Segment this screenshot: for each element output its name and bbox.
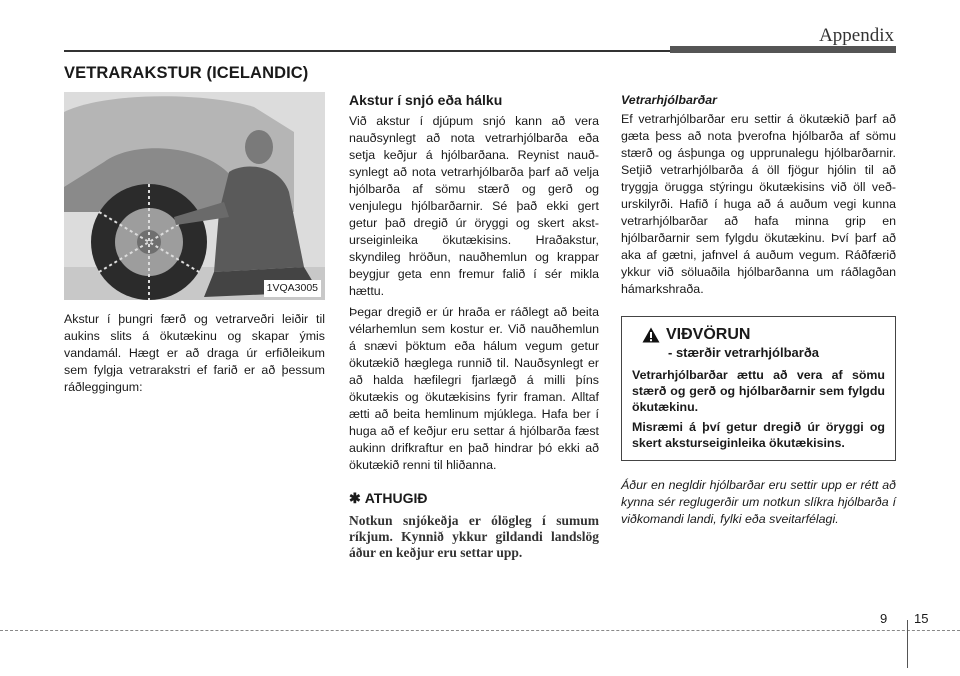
note-text: Notkun snjókeðja er ólögleg í sumum ríkjum. Kynnið ykkur gildandi landslög áður en keðjur eru settar upp. [349,513,599,560]
warning-box [621,316,896,461]
note-title-text: ATHUGIÐ [364,490,428,506]
column-2 [349,92,599,561]
studded-tires-footnote: Áður en negldir hjólbarðar eru settir upp er rétt að kynna sér reglugerðir um notkun slíkra hjólbarða í viðkomandi landi, fylki eða sveitarfélagi. [621,478,896,526]
snow-ice-heading: Akstur í snjó eða hálku [349,92,503,108]
warning-title [632,326,885,343]
warning-title-text: VIÐVÖRUN [666,326,751,343]
page-number: 15 [914,611,929,626]
warning-text-1: Vetrarhjólbarðar ættu að vera af sömu stærð og gerð og hjólbarðarnir sem fylgdu ökutækinu. [632,368,885,414]
winter-tires-heading: Vetrarhjólbarðar [621,93,717,107]
tire-chain-illustration-graphic [64,92,325,300]
note-heading [349,490,599,507]
snow-ice-paragraph-1: Við akstur í djúpum snjó kann að vera nauðsynlegt að nota vetrarhjólbarða eða setja keðjur á hjólbarðana. Reynist nauðsynlegt að nota vetrarhjólbarða þarf að velja hjólbarða af sömu stærð og gerð og venjulegu hjólbarðarnir. Sé það ekki gert getur það dregið úr öryggi og skert aksturseiginleika ökutækisins. Hraðakstur, skyndileg hröðun, nauðhemlun og krappar beygjur geta enn fremur falið í sér mikla hættu. [349,114,599,298]
footer-divider [907,620,908,668]
image-code: 1VQA3005 [264,280,321,297]
column-3 [621,92,896,528]
winter-tires-paragraph: Ef vetrarhjólbarðar eru settir á ökutækið þarf að gæta þess að nota þverofna hjólbarða af sömu stærð og ásþunga og upprunalegu hjólbarðarnir. Setjið vetrarhjólbarða á öll fjögur hjólin til að tryggja örugga stýringu ökutækisins við öll veðurskilyrði. Hafið í huga að á auðum vegi kunna vetrarhjólbarðar að hafa minna grip en hjólbarðarnir sem fylgdu ökutækinu. Því þarf að aka af gætni, jafnvel á auðum vegum. Ráðfærið ykkur við söluaðila hjólbarðanna um ráðlagðan hámarkshraða. [621,112,896,296]
snow-ice-paragraph-2: Þegar dregið er úr hraða er ráðlegt að beita vélarhemlun sem kostur er. Við nauðhemlun á snævi þöktum eða hálum vegum getur ökutækið hæglega runnið til. Nauðsynlegt er að halda hæfilegri fjarlægð á milli þíns ökutækis og ökutækisins fyrir framan. Alltaf ætti að beita hemlinum mjúklega. Hafa ber í huga að ef keðjur eru settar á hjólbarða fæst aukinn drifkraftur en það hindrar þó ekki að ökutækið renni til hliðanna. [349,305,599,472]
warning-text-2: Misræmi á því getur dregið úr öryggi og skert aksturseiginleika ökutækisins. [632,420,885,450]
header-title: Appendix [819,25,894,46]
warning-subtitle: - stærðir vetrarhjólbarða [668,345,819,360]
warning-triangle-icon [642,327,660,343]
star-note-icon: ✱ [349,490,361,506]
chapter-number: 9 [880,611,888,626]
header-rule-thin [64,50,670,52]
intro-paragraph: Akstur í þungri færð og vetrarveðri leiðir til aukins slits á ökutækinu og skapar ýmis vandamál. Hægt er að draga úr erfiðleikum sem fylgja vetrarakstri ef farið er að þessum ráðleggingum: [64,312,325,394]
footer-dashed-line [0,630,960,631]
illustration-tire-chain [64,92,325,300]
section-title: VETRARAKSTUR (ICELANDIC) [64,64,309,82]
header-rule-thick [670,46,896,53]
column-1 [64,92,325,396]
